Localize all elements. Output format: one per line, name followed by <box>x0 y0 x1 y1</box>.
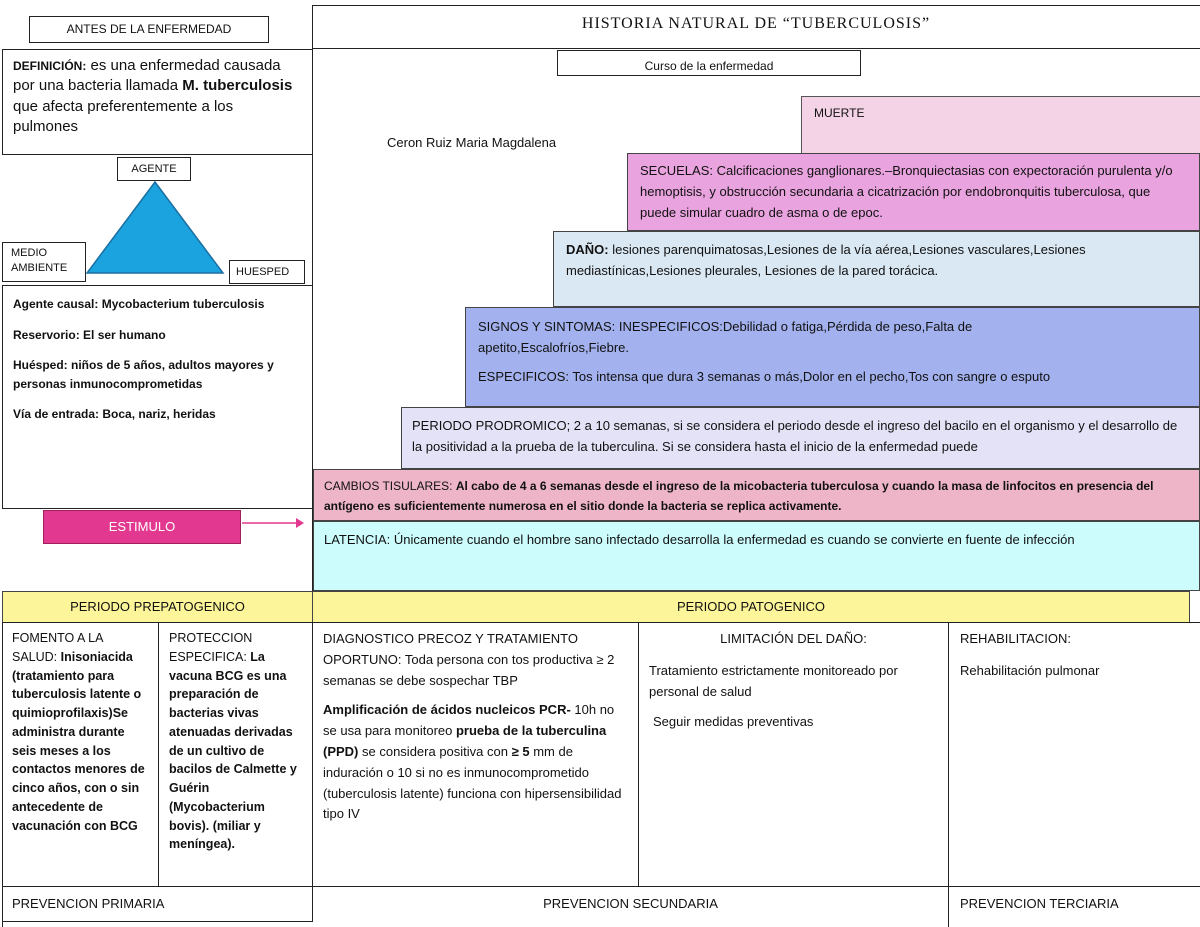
ppd-text: se considera positiva con <box>358 743 512 759</box>
dano-text: lesiones parenquimatosas,Lesiones de la vía aérea,Lesiones vasculares,Lesiones mediastínicas,Lesiones pleurales, Lesiones de la pared torácica. <box>566 242 1086 278</box>
secuelas-label: SECUELAS: <box>640 163 717 178</box>
pcr-label: Amplificación de ácidos nucleicos PCR- <box>323 702 571 718</box>
dano-label: DAÑO: <box>566 242 613 257</box>
ppd-bold: ≥ 5 <box>511 743 530 759</box>
estimulo-arrow-icon <box>242 516 304 530</box>
definicion-text-2: que afecta preferentemente a los pulmones <box>13 97 234 135</box>
diagnostico-text: Toda persona con tos productiva ≥ 2 semanas se debe sospechar TBP <box>323 651 615 688</box>
stair-secuelas <box>627 153 1200 231</box>
definicion-text-1: es una enfermedad causada por una bacteria llamada <box>13 57 281 95</box>
fomento-text: Inisoniacida (tratamiento para tuberculosis latente o quimioprofilaxis)Se administra durante seis meses a los contactos menores de cinco años, con o sin antecedente de vacunación con BCG <box>12 649 145 833</box>
stair-muerte: MUERTE <box>801 96 1200 153</box>
limitacion-text-2: Seguir medidas preventivas <box>653 714 814 730</box>
info-via-de-entrada: Vía de entrada: Boca, nariz, heridas <box>13 407 216 422</box>
column-rehabilitacion <box>949 622 1200 886</box>
limitacion-title: LIMITACIÓN DEL DAÑO: <box>720 631 867 646</box>
column-diagnostico <box>313 622 639 886</box>
prevencion-secundaria: PREVENCION SECUNDARIA <box>313 886 949 927</box>
info-huesped: Huésped: niños de 5 años, adultos mayores y personas inmunocomprometidas <box>13 358 274 391</box>
estimulo-box: ESTIMULO <box>43 510 241 544</box>
medio-line-2: AMBIENTE <box>11 262 68 275</box>
ppd-tail: mm de induración o 10 si no es inmunocomprometido (tuberculosis latente) funciona con hipersensibilidad tipo IV <box>323 743 622 822</box>
signos-inespecificos: SIGNOS Y SINTOMAS: INESPECIFICOS:Debilidad o fatiga,Pérdida de peso,Falta de apetito,Escalofríos,Fiebre. <box>478 319 973 355</box>
stair-periodo-prodromico: PERIODO PRODROMICO; 2 a 10 semanas, si se considera el periodo desde el ingreso del bacilo en el organismo y el desarrollo de la positividad a la prueba de la tuberculina. Si se considera hasta el inicio de la enfermedad puede <box>401 407 1200 469</box>
column-fomento <box>2 622 159 886</box>
stair-cambios-tisulares <box>313 469 1200 521</box>
diagnostico-paragraph <box>323 629 628 691</box>
cambios-label: CAMBIOS TISULARES: <box>324 479 456 493</box>
latencia-text: Únicamente cuando el hombre sano infectado desarrolla la enfermedad es cuando se convierte en fuente de infección <box>393 532 1075 547</box>
proteccion-label: PROTECCION ESPECIFICA: <box>169 631 253 664</box>
rehabilitacion-text: Rehabilitación pulmonar <box>960 662 1100 678</box>
secuelas-text: Calcificaciones ganglionares.–Bronquiectasias con expectoración purulenta y/o hemoptisis, y obstrucción secundaria a cicatrización por endobronquitis tuberculosa, que puede simular cuadro de asma o de epoc. <box>640 163 1173 220</box>
triad-medio-ambiente-label <box>2 242 86 282</box>
pcr-text: 10h no se usa para monitoreo <box>323 702 615 739</box>
agent-info-box <box>2 285 313 509</box>
info-agente-causal: Agente causal: Mycobacterium tuberculosis <box>13 297 265 311</box>
diagram-title: HISTORIA NATURAL DE “TUBERCULOSIS” <box>312 5 1200 49</box>
latencia-label: LATENCIA: <box>324 532 394 547</box>
epidemiological-triad-triangle <box>85 180 225 275</box>
fomento-label: FOMENTO A LA SALUD: <box>12 631 103 664</box>
pcr-paragraph <box>323 700 628 825</box>
definicion-label: DEFINICIÓN: <box>13 59 87 73</box>
info-reservorio: Reservorio: El ser humano <box>13 327 166 342</box>
proteccion-text: La vacuna BCG es una preparación de bacterias vivas atenuadas derivadas de un cultivo de bacilos de Calmette y Guérin (Mycobacterium bovis). (miliar y meníngea). <box>169 649 297 852</box>
curso-de-la-enfermedad-label: Curso de la enfermedad <box>557 50 861 76</box>
rehabilitacion-title: REHABILITACION: <box>960 631 1072 646</box>
prevencion-primaria: PREVENCION PRIMARIA <box>2 886 313 922</box>
periodo-patogenico-bar: PERIODO PATOGENICO <box>312 591 1190 623</box>
definicion-bacteria: M. tuberculosis <box>182 77 293 95</box>
prevencion-terciaria: PREVENCION TERCIARIA <box>949 886 1200 927</box>
triad-huesped-label: HUESPED <box>229 260 305 284</box>
triad-agente-label: AGENTE <box>117 157 191 181</box>
stair-latencia <box>313 521 1200 591</box>
stair-signos-sintomas <box>465 307 1200 407</box>
antes-de-la-enfermedad-title: ANTES DE LA ENFERMEDAD <box>29 16 269 43</box>
stair-dano <box>553 231 1200 307</box>
diagnostico-label: DIAGNOSTICO PRECOZ Y TRATAMIENTO OPORTUNO: <box>323 631 578 667</box>
author-name: Ceron Ruiz Maria Magdalena <box>387 135 557 150</box>
periodo-prepatogenico-bar: PERIODO PREPATOGENICO <box>2 591 313 623</box>
limitacion-text-1: Tratamiento estrictamente monitoreado por personal de salud <box>649 662 898 699</box>
column-limitacion <box>639 622 949 886</box>
cambios-text: Al cabo de 4 a 6 semanas desde el ingreso de la micobacteria tuberculosa y cuando la masa de linfocitos en presencia del antígeno es suficientemente numerosa en el sitio donde la bacteria se replica activamente. <box>324 479 1154 513</box>
ppd-label: prueba de la tuberculina (PPD) <box>323 723 607 759</box>
signos-especificos: ESPECIFICOS: Tos intensa que dura 3 semanas o más,Dolor en el pecho,Tos con sangre o esputo <box>478 368 1051 384</box>
medio-line-1: MEDIO <box>11 247 48 259</box>
column-proteccion <box>159 622 313 886</box>
definicion-box <box>2 49 313 155</box>
